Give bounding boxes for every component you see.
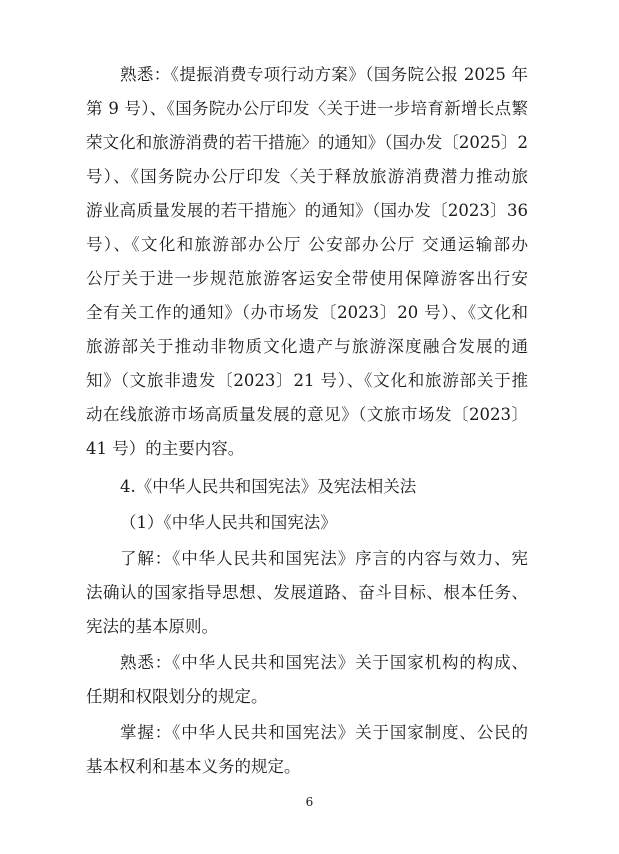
text-line: 动在线旅游市场高质量发展的意见》（文旅市场发〔2023〕 <box>86 405 528 424</box>
text-line: 了解：《中华人民共和国宪法》序言的内容与效力、宪 <box>120 549 528 568</box>
text-line: 号）、《国务院办公厅印发〈关于释放旅游消费潜力推动旅 <box>86 167 528 186</box>
text-line: 知》（文旅非遗发〔2023〕21 号）、《文化和旅游部关于推 <box>86 371 528 390</box>
text-line: 游业高质量发展的若干措施〉的通知》（国办发〔2023〕36 <box>86 201 528 220</box>
text-line: 宪法的基本原则。 <box>86 617 218 636</box>
subsection-heading: （1）《中华人民共和国宪法》 <box>120 513 337 532</box>
text-line: 全有关工作的通知》（办市场发〔2023〕20 号）、《文化和 <box>86 303 528 322</box>
text-line: 任期和权限划分的规定。 <box>86 687 268 706</box>
section-heading: 4.《中华人民共和国宪法》及宪法相关法 <box>120 477 417 496</box>
text-line: 号）、《文化和旅游部办公厅 公安部办公厅 交通运输部办 <box>86 235 528 254</box>
text-line: 法确认的国家指导思想、发展道路、奋斗目标、根本任务、 <box>86 583 528 602</box>
text-line: 掌握：《中华人民共和国宪法》关于国家制度、公民的 <box>120 723 528 742</box>
text-line: 熟悉：《提振消费专项行动方案》（国务院公报 2025 年 <box>120 65 528 84</box>
text-line: 旅游部关于推动非物质文化遗产与旅游深度融合发展的通 <box>86 337 528 356</box>
text-line: 基本权利和基本义务的规定。 <box>86 757 301 776</box>
page-number: 6 <box>305 795 314 809</box>
text-line: 公厅关于进一步规范旅游客运安全带使用保障游客出行安 <box>86 269 528 288</box>
text-line: 熟悉：《中华人民共和国宪法》关于国家机构的构成、 <box>120 653 528 672</box>
text-line: 荣文化和旅游消费的若干措施〉的通知》（国办发〔2025〕2 <box>86 133 528 152</box>
text-line: 第 9 号）、《国务院办公厅印发〈关于进一步培育新增长点繁 <box>86 99 528 118</box>
text-line: 41 号）的主要内容。 <box>86 439 245 458</box>
